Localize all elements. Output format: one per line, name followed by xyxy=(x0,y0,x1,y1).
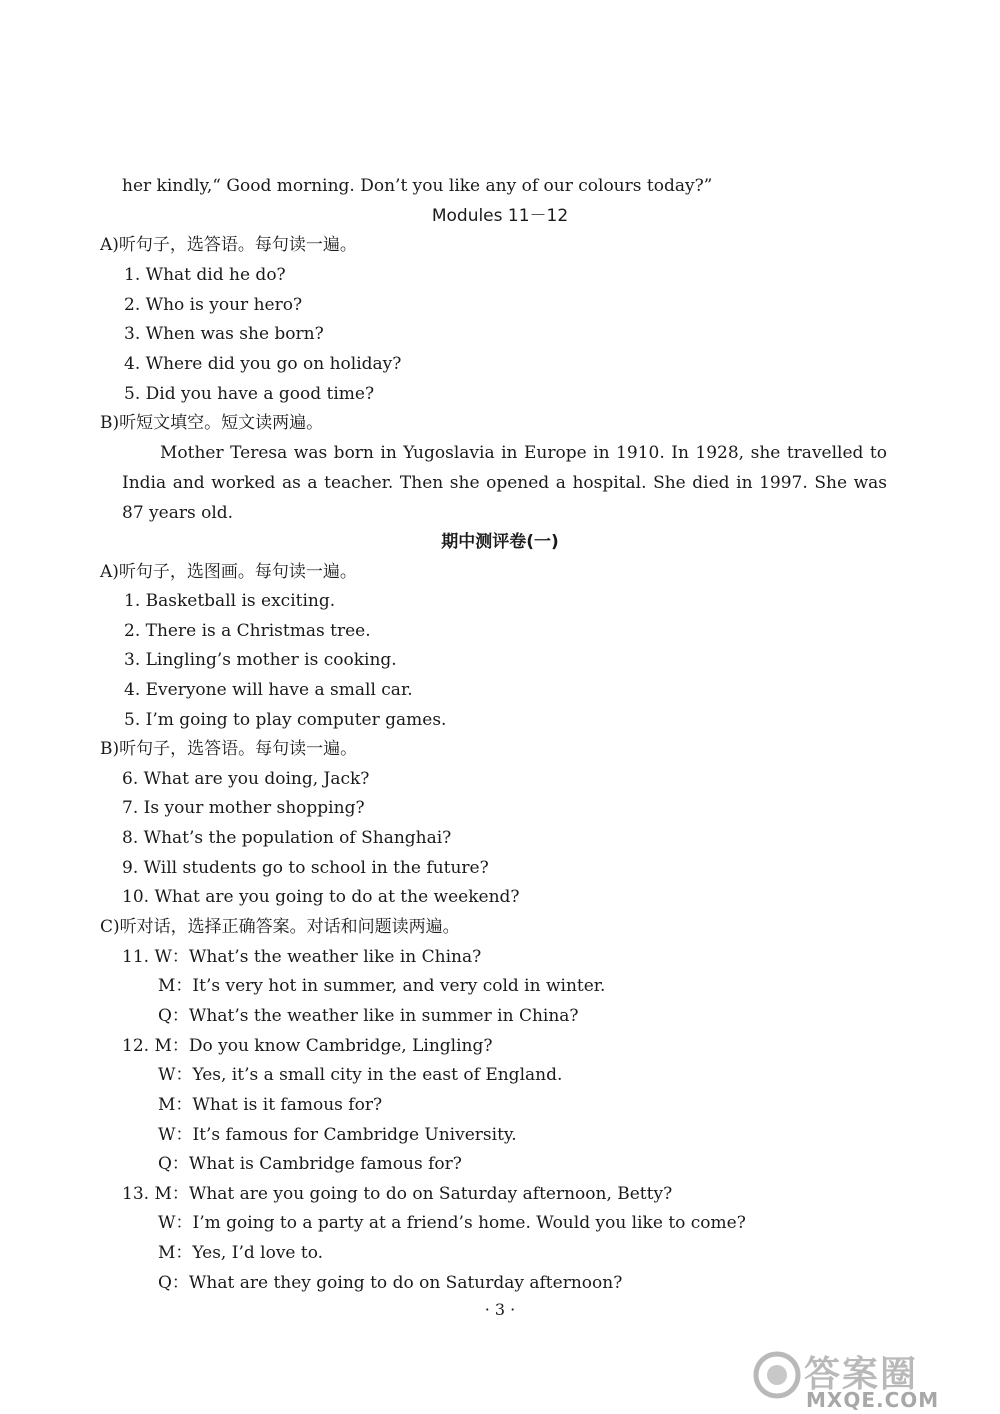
list-item: 4. Everyone will have a small car. xyxy=(124,680,413,700)
watermark-brand-top: 答案圈 xyxy=(804,1354,919,1395)
list-item: 2. There is a Christmas tree. xyxy=(124,621,371,641)
list-item: 5. I’m going to play computer games. xyxy=(124,710,447,730)
dialogue-line: 11. W：What’s the weather like in China? xyxy=(122,947,482,967)
list-item: 1. What did he do? xyxy=(124,265,286,285)
page-number: · 3 · xyxy=(484,1300,516,1319)
list-item: 5. Did you have a good time? xyxy=(124,384,375,404)
list-item: 1. Basketball is exciting. xyxy=(124,591,336,611)
modules-section-b-heading: B)听短文填空。短文读两遍。 xyxy=(100,413,324,433)
watermark xyxy=(752,1348,992,1410)
intro-line: her kindly,“ Good morning. Don’t you like any of our colours today?” xyxy=(122,176,713,196)
dialogue-line: M：Yes, I’d love to. xyxy=(158,1243,324,1263)
list-item: 2. Who is your hero? xyxy=(124,295,303,315)
watermark-logo-icon xyxy=(752,1350,802,1400)
modules-title: Modules 11－12 xyxy=(431,206,569,226)
dialogue-line: 12. M：Do you know Cambridge, Lingling? xyxy=(122,1036,493,1056)
list-item: 9. Will students go to school in the future? xyxy=(122,858,489,878)
passage-mother-teresa: Mother Teresa was born in Yugoslavia in Europe in 1910. In 1928, she travelled to India and worked as a teacher. Then she opened a hospital. She died in 1997. She was 87 years old. xyxy=(122,443,887,523)
list-item: 3. Lingling’s mother is cooking. xyxy=(124,650,397,670)
list-item: 8. What’s the population of Shanghai? xyxy=(122,828,452,848)
midterm-section-a-heading: A)听句子，选图画。每句读一遍。 xyxy=(100,562,357,582)
dialogue-line: Q：What are they going to do on Saturday afternoon? xyxy=(158,1273,623,1293)
midterm-section-b-heading: B)听句子，选答语。每句读一遍。 xyxy=(100,739,358,759)
modules-section-a-heading: A)听句子，选答语。每句读一遍。 xyxy=(100,235,357,255)
dialogue-line: W：It’s famous for Cambridge University. xyxy=(158,1125,517,1145)
dialogue-line: 13. M：What are you going to do on Saturday afternoon, Betty? xyxy=(122,1184,673,1204)
midterm-section-c-heading: C)听对话，选择正确答案。对话和问题读两遍。 xyxy=(100,917,460,937)
list-item: 4. Where did you go on holiday? xyxy=(124,354,402,374)
dialogue-line: Q：What is Cambridge famous for? xyxy=(158,1154,462,1174)
list-item: 7. Is your mother shopping? xyxy=(122,798,365,818)
dialogue-line: W：Yes, it’s a small city in the east of England. xyxy=(158,1065,563,1085)
dialogue-line: M：It’s very hot in summer, and very cold in winter. xyxy=(158,976,606,996)
dialogue-line: Q：What’s the weather like in summer in China? xyxy=(158,1006,579,1026)
list-item: 6. What are you doing, Jack? xyxy=(122,769,370,789)
dialogue-line: W：I’m going to a party at a friend’s home. Would you like to come? xyxy=(158,1213,746,1233)
list-item: 10. What are you going to do at the weekend? xyxy=(122,887,520,907)
midterm-title: 期中测评卷(一) xyxy=(441,532,559,552)
list-item: 3. When was she born? xyxy=(124,324,324,344)
watermark-brand-bottom: MXQE.COM xyxy=(806,1388,940,1412)
dialogue-line: M：What is it famous for? xyxy=(158,1095,383,1115)
